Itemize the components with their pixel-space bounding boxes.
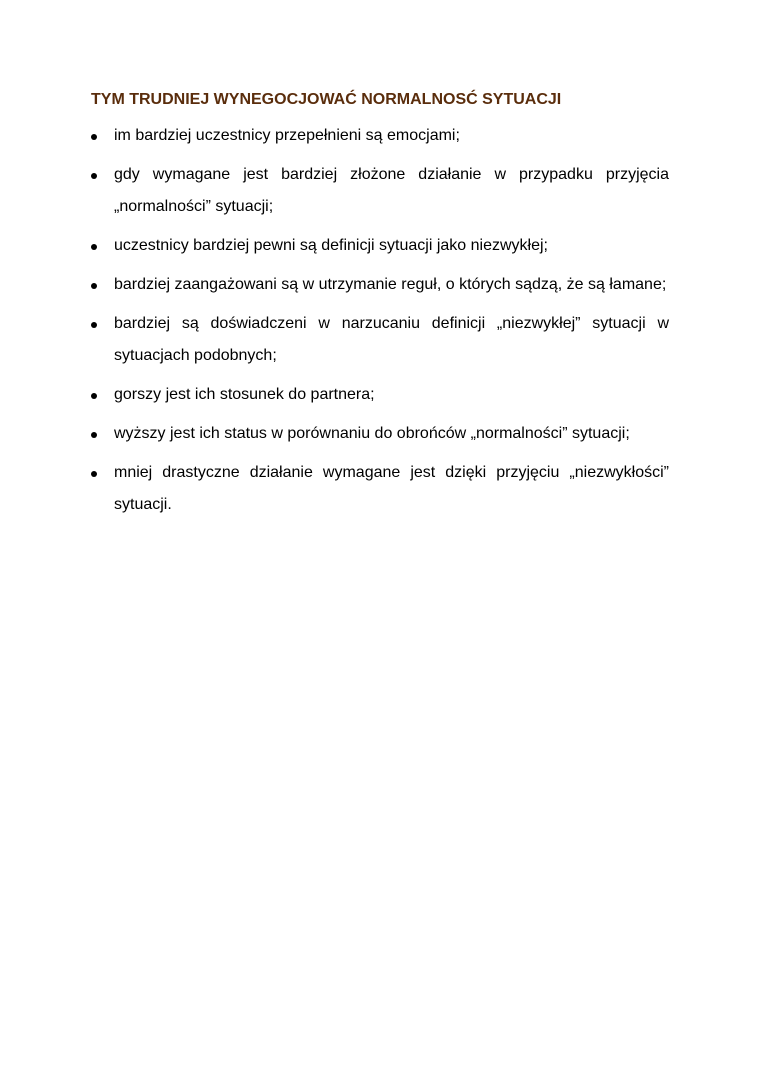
list-item	[91, 457, 669, 521]
list-item-text: gorszy jest ich stosunek do partnera;	[114, 386, 375, 403]
list-item	[91, 269, 669, 301]
list-item-text: uczestnicy bardziej pewni są definicji sytuacji jako niezwykłej;	[114, 237, 548, 254]
bullet-icon	[91, 393, 97, 399]
section-heading: TYM TRUDNIEJ WYNEGOCJOWAĆ NORMALNOSĆ SYTUACJI	[91, 91, 562, 108]
list-item	[91, 379, 669, 411]
list-item-text: wyższy jest ich status w porównaniu do obrońców „normalności” sytuacji;	[114, 425, 630, 442]
bullet-icon	[91, 432, 97, 438]
bullet-icon	[91, 173, 97, 179]
list-item	[91, 159, 669, 223]
bullet-icon	[91, 283, 97, 289]
bullet-icon	[91, 134, 97, 140]
list-item-text: im bardziej uczestnicy przepełnieni są emocjami;	[114, 127, 460, 144]
list-item	[91, 308, 669, 372]
list-item-text: bardziej są doświadczeni w narzucaniu definicji „niezwykłej” sytuacji w sytuacjach podobnych;	[114, 315, 669, 364]
bullet-list	[91, 120, 669, 528]
list-item	[91, 230, 669, 262]
list-item-text: gdy wymagane jest bardziej złożone działanie w przypadku przyjęcia „normalności” sytuacji;	[114, 166, 669, 215]
bullet-icon	[91, 322, 97, 328]
bullet-icon	[91, 471, 97, 477]
list-item-text: bardziej zaangażowani są w utrzymanie reguł, o których sądzą, że są łamane;	[114, 276, 667, 293]
bullet-icon	[91, 244, 97, 250]
list-item	[91, 120, 669, 152]
list-item-text: mniej drastyczne działanie wymagane jest dzięki przyjęciu „niezwykłości” sytuacji.	[114, 464, 669, 513]
list-item	[91, 418, 669, 450]
